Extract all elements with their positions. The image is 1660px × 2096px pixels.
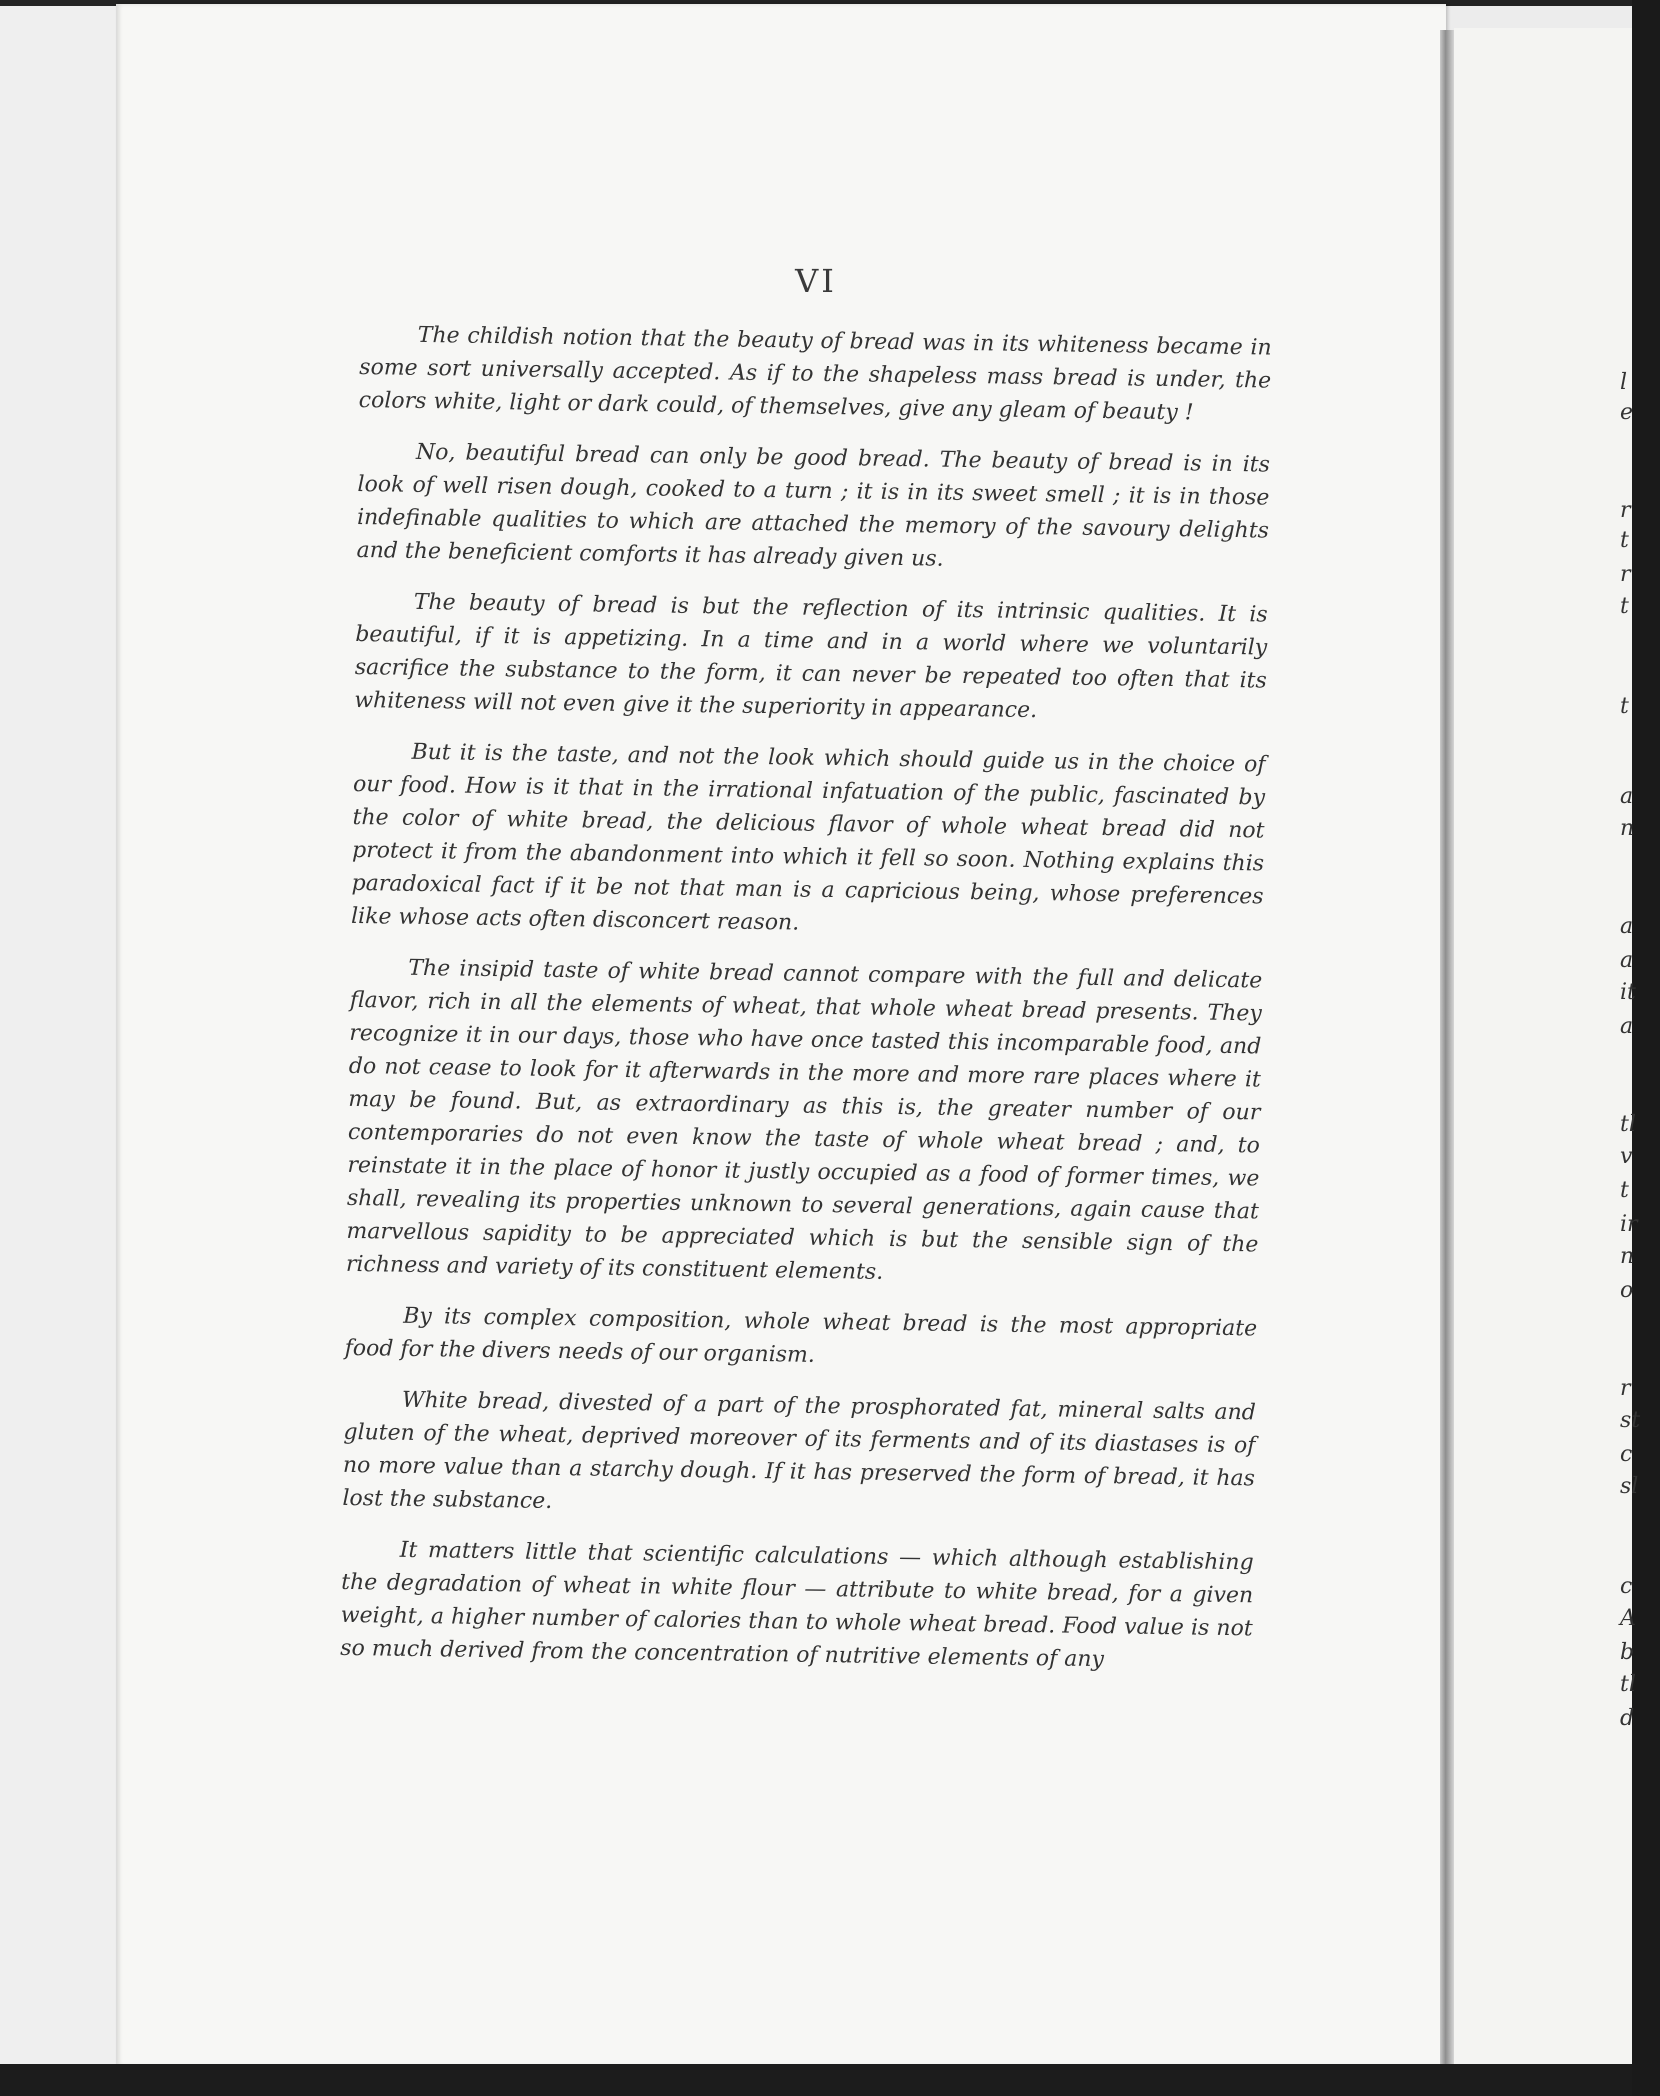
fragment: t bbox=[1620, 1178, 1629, 1203]
fragment: a bbox=[1620, 948, 1634, 973]
fragment: a bbox=[1620, 784, 1634, 809]
fragment: t bbox=[1620, 694, 1629, 719]
fragment: r bbox=[1620, 562, 1631, 587]
page-number: VI bbox=[795, 262, 837, 300]
fragment: n bbox=[1620, 1244, 1635, 1269]
paragraph: By its complex composition, whole wheat bread is the most appropriate food for the divers needs of our organism. bbox=[344, 1303, 1258, 1368]
fragment: ir bbox=[1620, 1212, 1638, 1237]
scan-bottom-edge bbox=[0, 2064, 1632, 2096]
fragment: st bbox=[1620, 1408, 1641, 1433]
fragment: b bbox=[1620, 1640, 1635, 1665]
fragment: r bbox=[1620, 1376, 1631, 1401]
adjacent-page bbox=[1454, 28, 1641, 2064]
page-body bbox=[340, 318, 1272, 1696]
fragment: l bbox=[1620, 370, 1628, 395]
paragraph: The beauty of bread is but the reflection of its intrinsic qualities. It is beautiful, if it is appetizing. In a time and in a world where we voluntarily sacrifice the substance to the form, it can never be repeated too often that its whiteness will not even give it the superiority in appearance. bbox=[354, 589, 1268, 724]
fragment: d bbox=[1620, 1706, 1635, 1731]
fragment: tl bbox=[1620, 1112, 1636, 1137]
fragment: A bbox=[1620, 1606, 1636, 1631]
book-gutter bbox=[1440, 30, 1454, 2064]
fragment: it bbox=[1620, 980, 1636, 1005]
fragment: a bbox=[1620, 1014, 1634, 1039]
fragment: n bbox=[1620, 816, 1635, 841]
fragment: v bbox=[1620, 1144, 1633, 1169]
fragment: o bbox=[1620, 1278, 1634, 1303]
fragment: a bbox=[1620, 914, 1634, 939]
paragraph: No, beautiful bread can only be good bread. The beauty of bread is in its look of well risen dough, cooked to a turn ; it is in its sweet smell ; it is in those indefinable qualities to which are attached the memory of the savoury delights and the beneficient comforts it has already given us. bbox=[356, 439, 1271, 572]
paragraph: White bread, divested of a part of the prosphorated fat, mineral salts and gluten of the wheat, deprived moreover of its ferments and of its diastases is of no more value than a starchy dough. If it has preserved the form of bread, it has lost the substance. bbox=[342, 1387, 1257, 1514]
fragment: tl bbox=[1620, 1672, 1636, 1697]
fragment: c bbox=[1620, 1442, 1633, 1467]
fragment: t bbox=[1620, 528, 1629, 553]
paragraph: But it is the taste, and not the look which should guide us in the choice of our food. How is it that in the irrational infatuation of the public, fascinated by the color of white bread, the delicious flavor of whole wheat bread did not protect it from the abandonment into which it fell so soon. Nothing explains this paradoxical fact if it be not that man is a capricious being, whose preferences like whose acts often disconcert reason. bbox=[350, 739, 1266, 936]
paragraph: It matters little that scientific calculations — which although establishing the degradation of wheat in white flour — attribute to white bread, for a given weight, a higher number of calories than to whole wheat bread. Food value is not so much derived from the concentration of nutritive elements of any bbox=[340, 1537, 1254, 1673]
fragment: t bbox=[1620, 594, 1629, 619]
fragment: r bbox=[1620, 498, 1631, 523]
paragraph: The childish notion that the beauty of bread was in its whiteness became in some sort universally accepted. As if to the shapeless mass bread is under, the colors white, light or dark could, of themselves, give any gleam of beauty ! bbox=[358, 322, 1272, 426]
fragment: e bbox=[1620, 400, 1634, 425]
paragraph: The insipid taste of white bread cannot compare with the full and delicate flavor, rich in all the elements of wheat, that whole wheat bread presents. They recognize it in our days, those who have once tasted this incomparable food, and do not cease to look for it afterwards in the more and more rare places where it may be found. But, as extraordinary as this is, the greater number of our contemporaries do not even know the taste of whole wheat bread ; and, to reinstate it in the place of honor it justly occupied as a food of former times, we shall, revealing its properties unknown to several generations, again cause that marvellous sapidity to be appreciated which is but the sensible sign of the richness and variety of its constituent elements. bbox=[345, 955, 1263, 1285]
fragment: c bbox=[1620, 1574, 1633, 1599]
fragment: sl bbox=[1620, 1474, 1639, 1499]
underlying-page-edge bbox=[0, 10, 118, 2068]
